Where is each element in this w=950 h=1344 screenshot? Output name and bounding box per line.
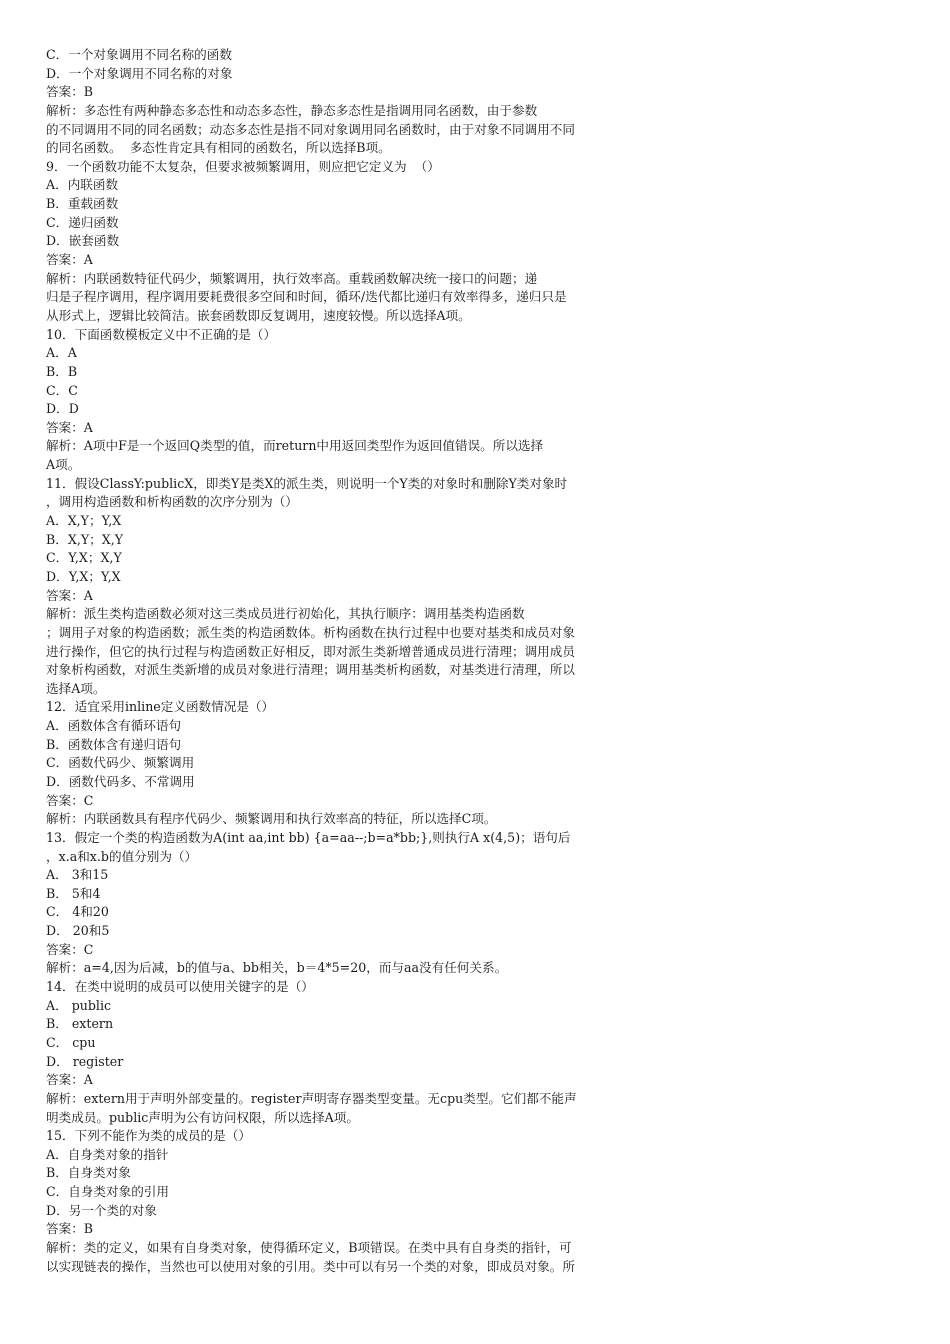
text-line: 的同名函数。 多态性肯定具有相同的函数名，所以选择B项。: [46, 140, 391, 156]
text-line: C．一个对象调用不同名称的函数: [46, 47, 232, 62]
text-line: 明类成员。public声明为公有访问权限，所以选择A项。: [46, 1109, 359, 1125]
text-line: 的不同调用不同的同名函数；动态多态性是指不同对象调用同名函数时，由于对象不同调用不同: [46, 121, 575, 137]
text-line: B． 5和4: [46, 885, 101, 901]
text-line: 14．在类中说明的成员可以使用关键字的是（）: [46, 979, 314, 995]
text-line: 答案：A: [46, 1072, 93, 1088]
text-line: A．A: [46, 345, 77, 361]
text-line: 9．一个函数功能不太复杂，但要求被频繁调用，则应把它定义为 （）: [46, 158, 440, 174]
text-line: 答案：C: [46, 792, 94, 808]
text-line: 答案：B: [46, 84, 94, 100]
text-line: C． cpu: [46, 1034, 96, 1050]
text-line: 选择A项。: [46, 680, 106, 696]
text-line: 解析：内联函数具有程序代码少、频繁调用和执行效率高的特征，所以选择C项。: [46, 811, 497, 827]
text-line: 10．下面函数模板定义中不正确的是（）: [46, 326, 277, 342]
text-line: C．自身类对象的引用: [46, 1184, 169, 1200]
text-line: 13．假定一个类的构造函数为A(int aa,int bb) {a=aa--;b=a*bb;},则执行A x(4,5)；语句后: [46, 829, 571, 845]
text-line: D．一个对象调用不同名称的对象: [46, 65, 233, 81]
text-line: D．嵌套函数: [46, 233, 120, 249]
text-line: 解析：A项中F是一个返回Q类型的值，而return中用返回类型作为返回值错误。所以选择: [46, 438, 544, 454]
text-line: B．自身类对象: [46, 1165, 131, 1181]
text-line: ，x.a和x.b的值分别为（）: [46, 848, 198, 864]
text-line: A． 3和15: [46, 867, 109, 883]
text-line: 答案：A: [46, 252, 93, 268]
text-line: 12．适宜采用inline定义函数情况是（）: [46, 699, 275, 715]
text-line: A．内联函数: [46, 177, 119, 193]
text-line: 答案：C: [46, 941, 94, 957]
text-line: 11．假设ClassY:publicX，即类Y是类X的派生类，则说明一个Y类的对象时和删除Y类对象时: [46, 475, 568, 491]
text-line: B． extern: [46, 1016, 114, 1032]
document-body: [46, 46, 650, 1276]
text-line: C．C: [46, 382, 78, 398]
text-line: D． 20和5: [46, 923, 110, 939]
text-line: D．另一个类的对象: [46, 1202, 157, 1218]
text-line: C． 4和20: [46, 904, 109, 920]
text-line: D． register: [46, 1053, 124, 1069]
text-line: 解析：a=4,因为后减，b的值与a、bb相关，b＝4*5=20，而与aa没有任何关系。: [46, 960, 508, 976]
text-line: 解析：多态性有两种静态多态性和动态多态性，静态多态性是指调用同名函数，由于参数: [46, 102, 538, 118]
text-line: A．函数体含有循环语句: [46, 718, 182, 734]
text-line: ，调用构造函数和析构函数的次序分别为（）: [46, 494, 298, 510]
text-line: 以实现链表的操作，当然也可以使用对象的引用。类中可以有另一个类的对象，即成员对象。所: [46, 1258, 575, 1274]
text-line: A项。: [46, 457, 81, 473]
text-line: 解析：派生类构造函数必须对这三类成员进行初始化，其执行顺序：调用基类构造函数: [46, 606, 525, 622]
text-line: A． public: [46, 997, 112, 1013]
text-line: 从形式上，逻辑比较简洁。嵌套函数即反复调用，速度较慢。所以选择A项。: [46, 307, 471, 323]
text-line: 对象析构函数，对派生类新增的成员对象进行清理；调用基类析构函数，对基类进行清理，所以: [46, 662, 575, 678]
text-line: 解析：extern用于声明外部变量的。register声明寄存器类型变量。无cpu类型。它们都不能声: [46, 1090, 577, 1106]
text-line: ；调用子对象的构造函数；派生类的构造函数体。析构函数在执行过程中也要对基类和成员对象: [46, 624, 575, 640]
text-line: 答案：A: [46, 419, 93, 435]
text-line: C．递归函数: [46, 214, 119, 230]
text-line: B．重载函数: [46, 196, 119, 212]
text-line: A．X,Y；Y,X: [46, 513, 122, 529]
text-line: B．B: [46, 363, 78, 379]
text-line: 归是子程序调用，程序调用要耗费很多空间和时间，循环/迭代都比递归有效率得多，递归只是: [46, 289, 567, 305]
text-line: 答案：A: [46, 587, 93, 603]
text-line: C．函数代码少、频繁调用: [46, 755, 195, 771]
text-line: 解析：类的定义，如果有自身类对象，使得循环定义，B项错误。在类中具有自身类的指针，可: [46, 1240, 572, 1255]
text-line: D．D: [46, 401, 79, 417]
text-line: D．函数代码多、不常调用: [46, 773, 195, 789]
text-line: A．自身类对象的指针: [46, 1146, 169, 1162]
text-line: C．Y,X；X,Y: [46, 550, 122, 566]
text-line: 15．下列不能作为类的成员的是（）: [46, 1128, 251, 1144]
text-line: B．函数体含有递归语句: [46, 736, 182, 752]
text-line: 进行操作，但它的执行过程与构造函数正好相反，即对派生类新增普通成员进行清理；调用成员: [46, 643, 575, 659]
text-line: D．Y,X；Y,X: [46, 568, 121, 584]
text-line: 答案：B: [46, 1221, 94, 1237]
text-line: 解析：内联函数特征代码少，频繁调用，执行效率高。重载函数解决统一接口的问题；递: [46, 270, 538, 286]
text-line: B．X,Y；X,Y: [46, 531, 124, 547]
